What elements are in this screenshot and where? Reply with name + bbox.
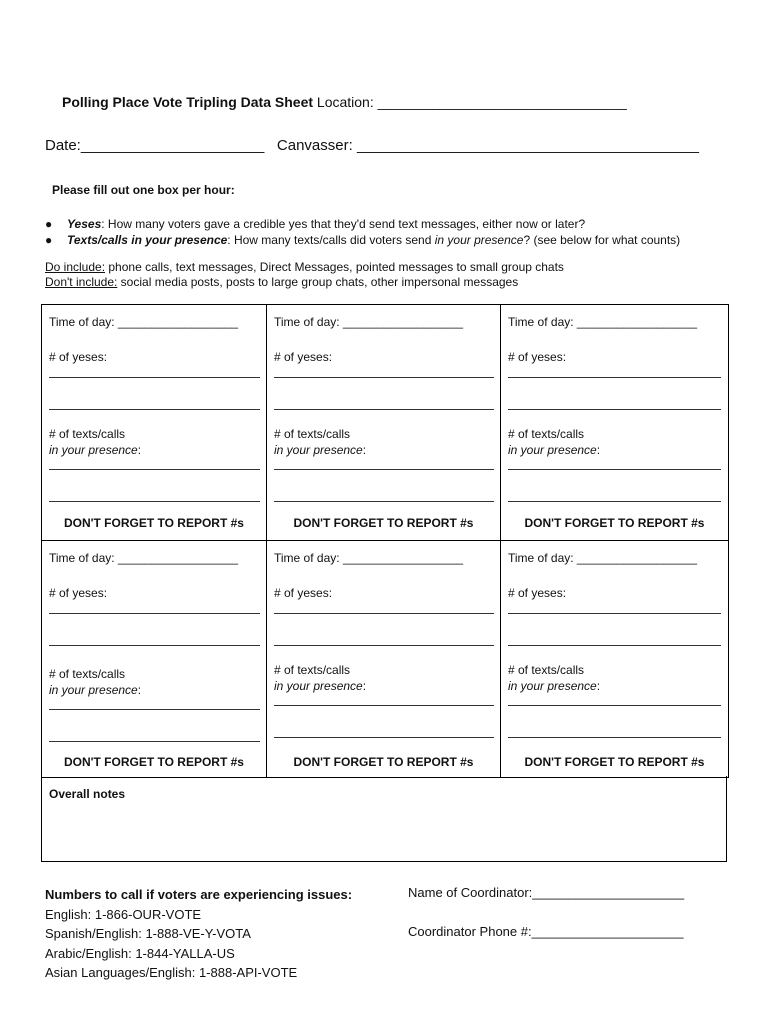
yeses-label: # of yeses: [49,586,108,600]
time-of-day-row [274,315,463,329]
texts-label: # of texts/calls [508,663,585,677]
yeses-input-line-2[interactable] [274,645,494,646]
yeses-input-line-2[interactable] [49,409,260,410]
report-reminder: DON'T FORGET TO REPORT #s [524,755,705,769]
include-rules [45,260,564,290]
texts-input-line-1[interactable] [508,705,721,706]
texts-input-line-2[interactable] [274,501,494,502]
time-of-day-row [49,315,238,329]
time-of-day-row [508,551,697,565]
page-title: Polling Place Vote Tripling Data Sheet [62,94,314,110]
location-label: Location: [316,94,374,110]
hour-box [501,541,728,777]
texts-label: # of texts/calls [49,667,126,681]
hour-box [42,541,267,777]
dont-include-text: social media posts, posts to large group chats, other impersonal messages [117,275,519,289]
yeses-label: # of yeses: [274,586,333,600]
presence-label: in your presence [49,683,138,697]
presence-label-row [49,443,141,457]
presence-label: in your presence [49,443,138,457]
date-blank[interactable]: ______________________ [80,137,265,154]
yeses-label: # of yeses: [274,350,333,364]
time-blank[interactable]: __________________ [576,315,698,329]
helpline-numbers [45,885,352,983]
yeses-input-line-1[interactable] [274,377,494,378]
bullet-italic-presence: in your presence [434,233,524,247]
location-blank[interactable]: ________________________________ [377,94,627,110]
presence-label-row [274,679,366,693]
yeses-label: # of yeses: [508,350,567,364]
presence-colon: : [137,683,142,697]
bullet-yeses [45,216,680,232]
presence-label: in your presence [508,443,597,457]
report-reminder: DON'T FORGET TO REPORT #s [293,516,474,530]
date-label: Date: [45,137,81,154]
do-include-row [45,260,564,275]
texts-label: # of texts/calls [274,663,351,677]
presence-colon: : [362,443,367,457]
yeses-label: # of yeses: [508,586,567,600]
texts-input-line-2[interactable] [508,737,721,738]
coordinator-name-row [408,885,684,900]
presence-label: in your presence [508,679,597,693]
time-of-day-row [508,315,697,329]
time-blank[interactable]: __________________ [117,315,239,329]
coordinator-name-label: Name of Coordinator: [408,885,533,900]
time-of-day-row [49,551,238,565]
presence-label-row [49,683,141,697]
overall-notes-box[interactable] [41,776,727,862]
time-blank[interactable]: __________________ [117,551,239,565]
coordinator-phone-label: Coordinator Phone #: [408,924,532,939]
report-reminder: DON'T FORGET TO REPORT #s [524,516,705,530]
presence-label: in your presence [274,443,363,457]
texts-input-line-2[interactable] [49,501,260,502]
report-reminder: DON'T FORGET TO REPORT #s [64,755,244,769]
time-label: Time of day: [274,315,340,329]
yeses-input-line-2[interactable] [508,409,721,410]
canvasser-blank[interactable]: _________________________________________ [356,137,699,154]
helpline-asian: Asian Languages/English: 1-888-API-VOTE [45,965,298,980]
texts-input-line-1[interactable] [49,709,260,710]
dont-include-row [45,275,564,290]
yeses-input-line-2[interactable] [508,645,721,646]
time-label: Time of day: [508,315,574,329]
dont-include-label: Don't include: [45,275,118,289]
presence-label: in your presence [274,679,363,693]
bullet-text-texts: : How many texts/calls did voters send [227,233,435,247]
time-label: Time of day: [508,551,574,565]
texts-input-line-1[interactable] [49,469,260,470]
presence-colon: : [596,679,601,693]
time-blank[interactable]: __________________ [576,551,698,565]
helpline-english: English: 1-866-OUR-VOTE [45,906,202,922]
time-label: Time of day: [274,551,340,565]
hour-box [267,541,501,777]
bullet-term-yeses: Yeses [67,217,102,231]
coordinator-name-blank[interactable]: _____________________ [532,885,685,900]
yeses-input-line-1[interactable] [508,377,721,378]
texts-input-line-2[interactable] [49,741,260,742]
bullet-text-yeses: : How many voters gave a credible yes that they'd send text messages, either now or later? [101,217,586,231]
date-line [45,137,699,154]
hour-box [267,305,501,541]
report-reminder: DON'T FORGET TO REPORT #s [64,516,244,530]
bullet-text-texts-end: ? (see below for what counts) [523,233,681,247]
bullet-dot-icon: ● [45,217,53,231]
bullet-texts [45,232,680,248]
time-of-day-row [274,551,463,565]
do-include-text: phone calls, text messages, Direct Messages, pointed messages to small group chats [105,260,564,274]
texts-label: # of texts/calls [49,427,126,441]
coordinator-phone-blank[interactable]: _____________________ [531,924,684,939]
presence-label-row [508,679,600,693]
texts-label: # of texts/calls [508,427,585,441]
bullet-list [45,216,680,248]
helpline-heading: Numbers to call if voters are experiencing issues: [45,887,353,902]
presence-label-row [508,443,600,457]
presence-label-row [274,443,366,457]
yeses-label: # of yeses: [49,350,108,364]
hour-box [42,305,267,541]
canvasser-label: Canvasser: [276,137,353,154]
title-line [62,94,627,110]
yeses-input-line-2[interactable] [49,645,260,646]
yeses-input-line-2[interactable] [274,409,494,410]
yeses-input-line-1[interactable] [49,377,260,378]
time-label: Time of day: [49,315,115,329]
bullet-term-texts: Texts/calls in your presence [67,233,228,247]
hour-box [501,305,728,541]
time-blank[interactable]: __________________ [342,551,464,565]
texts-input-line-2[interactable] [274,737,494,738]
texts-input-line-1[interactable] [274,469,494,470]
presence-colon: : [596,443,601,457]
texts-input-line-1[interactable] [508,469,721,470]
report-reminder: DON'T FORGET TO REPORT #s [293,755,474,769]
helpline-arabic: Arabic/English: 1-844-YALLA-US [45,945,235,961]
do-include-label: Do include: [45,260,106,274]
time-blank[interactable]: __________________ [342,315,464,329]
coordinator-phone-row [408,924,683,939]
presence-colon: : [362,679,367,693]
yeses-input-line-1[interactable] [49,613,260,614]
helpline-spanish: Spanish/English: 1-888-VE-Y-VOTA [45,926,251,941]
texts-label: # of texts/calls [274,427,351,441]
presence-colon: : [137,443,142,457]
overall-notes-label: Overall notes [49,787,126,801]
yeses-input-line-1[interactable] [274,613,494,614]
bullet-dot-icon: ● [45,233,53,247]
hourly-boxes-grid [41,304,729,778]
texts-input-line-1[interactable] [274,705,494,706]
fill-instruction: Please fill out one box per hour: [52,183,235,197]
time-label: Time of day: [49,551,115,565]
texts-input-line-2[interactable] [508,501,721,502]
yeses-input-line-1[interactable] [508,613,721,614]
